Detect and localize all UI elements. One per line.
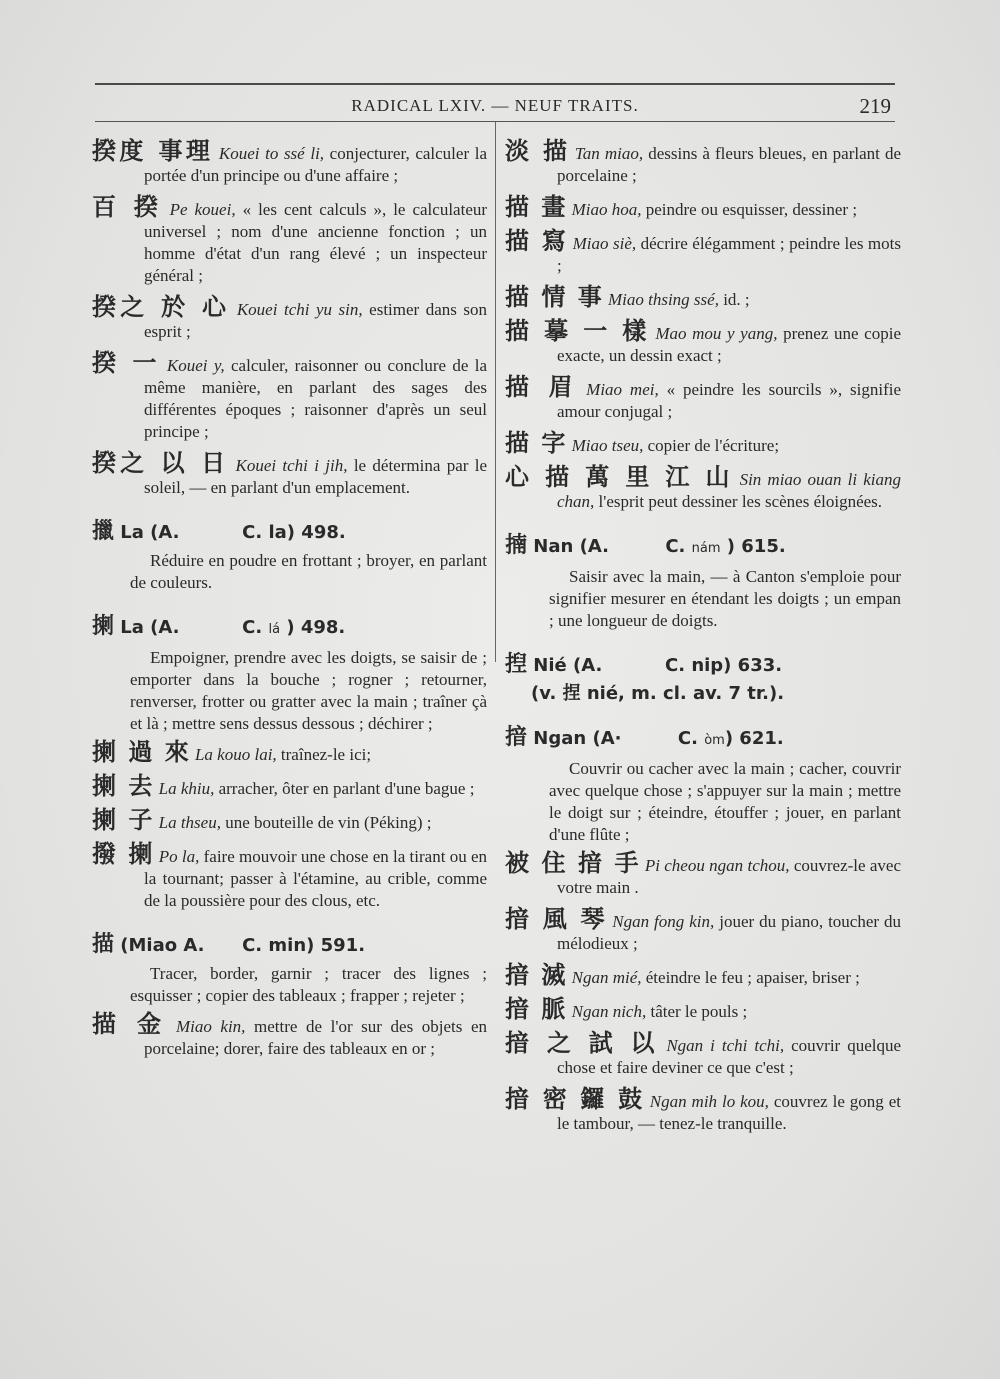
compound-characters: 描 摹 一 樣 (505, 317, 650, 345)
compound-entry (505, 1029, 902, 1079)
romanization: Ngan mié, (571, 968, 642, 987)
gloss: couvrir quelque chose et faire deviner ce que c'est ; (557, 1036, 902, 1077)
compound-characters: 揦 去 (92, 772, 155, 800)
romanization: La thseu, (158, 813, 221, 832)
compound-entry-line (505, 193, 901, 221)
gloss: tâter le pouls ; (650, 1002, 748, 1021)
gloss: conjecturer, calculer la portée d'un principe ou d'une affaire ; (144, 144, 487, 185)
gloss: « peindre les sourcils », signifie amour conjugal ; (557, 380, 902, 421)
romanization: Pe kouei, (169, 200, 236, 219)
compound-entry-line (505, 849, 902, 899)
compound-entry (92, 806, 487, 834)
gloss: estimer dans son esprit ; (144, 300, 488, 341)
gloss: décrire élégamment ; peindre les mots ; (557, 234, 901, 275)
head-text-end: ) 498. (280, 617, 346, 638)
head-cantonese: òm (704, 733, 725, 748)
head-cantonese: lá (268, 622, 281, 637)
entry-heading-la-2 (92, 616, 487, 641)
gloss: l'esprit peut dessiner les scènes éloignées. (598, 492, 883, 511)
compound-entry (505, 1085, 902, 1135)
compound-entry-line (505, 463, 902, 513)
compound-characters: 揆度 事理 (92, 137, 214, 165)
compound-entry (505, 137, 901, 187)
gloss: faire mouvoir une chose en la tirant ou en la tournant; passer à l'étamine, au crible, comme de la poussière pour des clous, etc. (144, 847, 488, 910)
gloss: traînez-le ici; (280, 745, 372, 764)
entry-heading-miao (92, 934, 487, 957)
definition-la-2: Empoigner, prendre avec les doigts, se saisir de ; emporter dans la bouche ; rogner ; retourner, renverser, frotter ou gratter avec la main ; traîner çà et là ; mettre sens dessus dessous ; déchirer ; (130, 648, 487, 733)
compound-characters: 揆之 於 心 (92, 293, 231, 321)
compound-characters: 揞 脈 (505, 995, 568, 1023)
compound-entry (92, 840, 488, 912)
gloss: le détermina par le soleil, — en parlant d'un emplacement. (144, 456, 487, 497)
gloss: éteindre le feu ; apaiser, briser ; (645, 968, 860, 987)
left-column (92, 137, 488, 1069)
compound-entry (505, 849, 902, 899)
romanization: Sin miao ouan li kiang chan, (557, 470, 902, 511)
gloss: id. ; (723, 290, 750, 309)
romanization: Po la, (158, 847, 200, 866)
compound-entry (92, 293, 488, 343)
compound-characters: 描 畫 (505, 193, 568, 221)
head-text: La (A. C. la) 498. (120, 522, 346, 543)
column-divider (495, 122, 496, 662)
compound-entry-line (92, 738, 487, 766)
compound-entry (92, 193, 488, 287)
header-title: RADICAL LXIV. — NEUF TRAITS. (351, 96, 639, 115)
compound-characters: 描 寫 (505, 227, 569, 255)
head-text: Nié (A. C. nip) 633. (533, 655, 783, 676)
entry-heading-nan (505, 535, 901, 560)
romanization: Tan miao, (574, 144, 644, 163)
compound-entry-line (92, 1010, 488, 1060)
head-cantonese: nám (691, 541, 721, 556)
definition-ngan: Couvrir ou cacher avec la main ; cacher, couvrir avec quelque chose ; s'appuyer sur la main ; mettre le doigt sur ; éteindre, étouffer ; jouer, en parlant d'une flûte ; (549, 759, 901, 844)
romanization: Miao tseu, (571, 436, 644, 455)
romanization: La khiu, (158, 779, 215, 798)
compound-entry (92, 349, 488, 443)
head-character: 揇 (505, 533, 528, 558)
compound-characters: 揆 一 (92, 349, 161, 377)
compound-entry-line (92, 193, 488, 287)
romanization: Ngan fong kin, (612, 912, 715, 931)
compound-entry (505, 283, 901, 311)
gloss: mettre de l'or sur des objets en porcelaine; dorer, faire des tableaux en or ; (144, 1017, 488, 1058)
compound-entry (505, 317, 901, 367)
compound-entry-line (92, 772, 487, 800)
compound-characters: 揞 風 琴 (505, 905, 608, 933)
definition-la-1: Réduire en poudre en frottant ; broyer, en parlant de couleurs. (130, 551, 487, 592)
head-character: 揞 (505, 725, 528, 750)
compound-entry-line (92, 806, 487, 834)
head-text: Ngan (A· C. (533, 728, 705, 749)
romanization: Miao kin, (175, 1017, 246, 1036)
compound-entry (505, 373, 902, 423)
compound-entry-line (505, 1085, 902, 1135)
top-rule (95, 83, 895, 85)
compound-characters: 撥 揦 (92, 840, 155, 868)
romanization: La kouo lai, (194, 745, 277, 764)
romanization: Kouei tchi yu sin, (236, 300, 363, 319)
romanization: Mao mou y yang, (655, 324, 778, 343)
gloss: calculer, raisonner ou conclure de la même manière, en parlant des sages des différentes époques ; raisonner d'après un seul principe ; (144, 356, 488, 441)
head-text: Nan (A. C. (533, 536, 692, 557)
compound-entry (92, 1010, 488, 1060)
head-text-end: ) 621. (724, 728, 784, 749)
compound-entry-line (505, 317, 901, 367)
compound-entry-line (92, 840, 488, 912)
compound-entry-line (505, 283, 901, 311)
compound-entry (505, 905, 902, 955)
head-character: 擸 (92, 519, 115, 544)
compound-entry-line (92, 449, 487, 499)
definition-nan: Saisir avec la main, — à Canton s'emploie pour signifier mesurer en étendant les doigts ; un empan ; une longueur de doigts. (549, 567, 901, 630)
gloss: une bouteille de vin (Péking) ; (225, 813, 432, 832)
entry-heading-nie-variant: (v. 捏 nié, m. cl. av. 7 tr.). (531, 683, 785, 704)
gloss: jouer du piano, toucher du mélodieux ; (557, 912, 902, 953)
romanization: Ngan i tchi tchi, (666, 1036, 785, 1055)
compound-entry (505, 193, 901, 221)
compound-entry (92, 449, 487, 499)
head-character: 揦 (92, 614, 115, 639)
compound-entry-line (505, 227, 901, 277)
gloss: peindre ou esquisser, dessiner ; (645, 200, 858, 219)
compound-entry-line (505, 905, 902, 955)
compound-entry (505, 227, 901, 277)
compound-characters: 淡 描 (505, 137, 570, 165)
compound-characters: 揞 之 試 以 (505, 1029, 660, 1057)
compound-characters: 百 揆 (92, 193, 163, 221)
romanization: Miao siè, (572, 234, 637, 253)
romanization: Miao hoa, (571, 200, 642, 219)
entry-heading-nie (505, 654, 901, 677)
compound-entry (92, 738, 487, 766)
gloss: copier de l'écriture; (647, 436, 780, 455)
compound-entry (92, 137, 487, 187)
romanization: Miao mei, (586, 380, 659, 399)
compound-entry-line (505, 961, 901, 989)
compound-entry-line (92, 137, 487, 187)
gloss: dessins à fleurs bleues, en parlant de porcelaine ; (557, 144, 901, 185)
compound-characters: 描 眉 (505, 373, 579, 401)
compound-entry-line (92, 293, 488, 343)
compound-characters: 描 情 事 (505, 283, 604, 311)
romanization: Kouei to ssé li, (218, 144, 325, 163)
gloss: couvrez le gong et le tambour, — tenez-le tranquille. (557, 1092, 902, 1133)
head-text-end: ) 615. (720, 536, 786, 557)
romanization: Ngan nich, (571, 1002, 647, 1021)
romanization: Ngan mih lo kou, (649, 1092, 769, 1111)
head-text: (Miao A. C. min) 591. (120, 935, 366, 956)
compound-characters: 揞 滅 (505, 961, 568, 989)
compound-characters: 描 金 (92, 1010, 168, 1038)
gloss: arracher, ôter en parlant d'une bague ; (218, 779, 475, 798)
romanization: Kouei tchi i jih, (235, 456, 348, 475)
compound-characters: 揦 過 來 (92, 738, 191, 766)
compound-entry-line (505, 137, 901, 187)
compound-characters: 描 字 (505, 429, 568, 457)
compound-entry-line (505, 995, 901, 1023)
entry-heading-la-1 (92, 521, 487, 544)
romanization: Kouei y, (166, 356, 225, 375)
compound-characters: 心 描 萬 里 江 山 (505, 463, 734, 491)
compound-characters: 揞 密 鑼 鼓 (505, 1085, 645, 1113)
compound-entry (92, 772, 487, 800)
compound-entry (505, 995, 901, 1023)
romanization: Pi cheou ngan tchou, (644, 856, 790, 875)
head-character: 描 (92, 932, 115, 957)
gloss: prenez une copie exacte, un dessin exact ; (557, 324, 901, 365)
compound-characters: 揦 子 (92, 806, 155, 834)
entry-heading-ngan (505, 727, 901, 752)
compound-entry (505, 429, 901, 457)
gloss: « les cent calculs », le calculateur universel ; nom d'une ancienne fonction ; un homme d'état d'un rang élevé ; un inspecteur général ; (144, 200, 488, 285)
definition-miao: Tracer, border, garnir ; tracer des lignes ; esquisser ; copier des tableaux ; frapper ; rejeter ; (130, 964, 487, 1005)
running-header (95, 90, 895, 122)
gloss: couvrez-le avec votre main . (557, 856, 902, 897)
compound-entry-line (505, 429, 901, 457)
head-character: 揑 (505, 652, 528, 677)
right-column (505, 137, 902, 1144)
compound-entry (505, 463, 902, 513)
compound-entry-line (505, 1029, 902, 1079)
compound-entry (505, 961, 901, 989)
page-number: 219 (859, 94, 891, 118)
head-text: La (A. C. (120, 617, 269, 638)
compound-characters: 揆之 以 日 (92, 449, 230, 477)
compound-characters: 被 住 揞 手 (505, 849, 641, 877)
compound-entry-line (505, 373, 902, 423)
romanization: Miao thsing ssé, (607, 290, 719, 309)
compound-entry-line (92, 349, 488, 443)
